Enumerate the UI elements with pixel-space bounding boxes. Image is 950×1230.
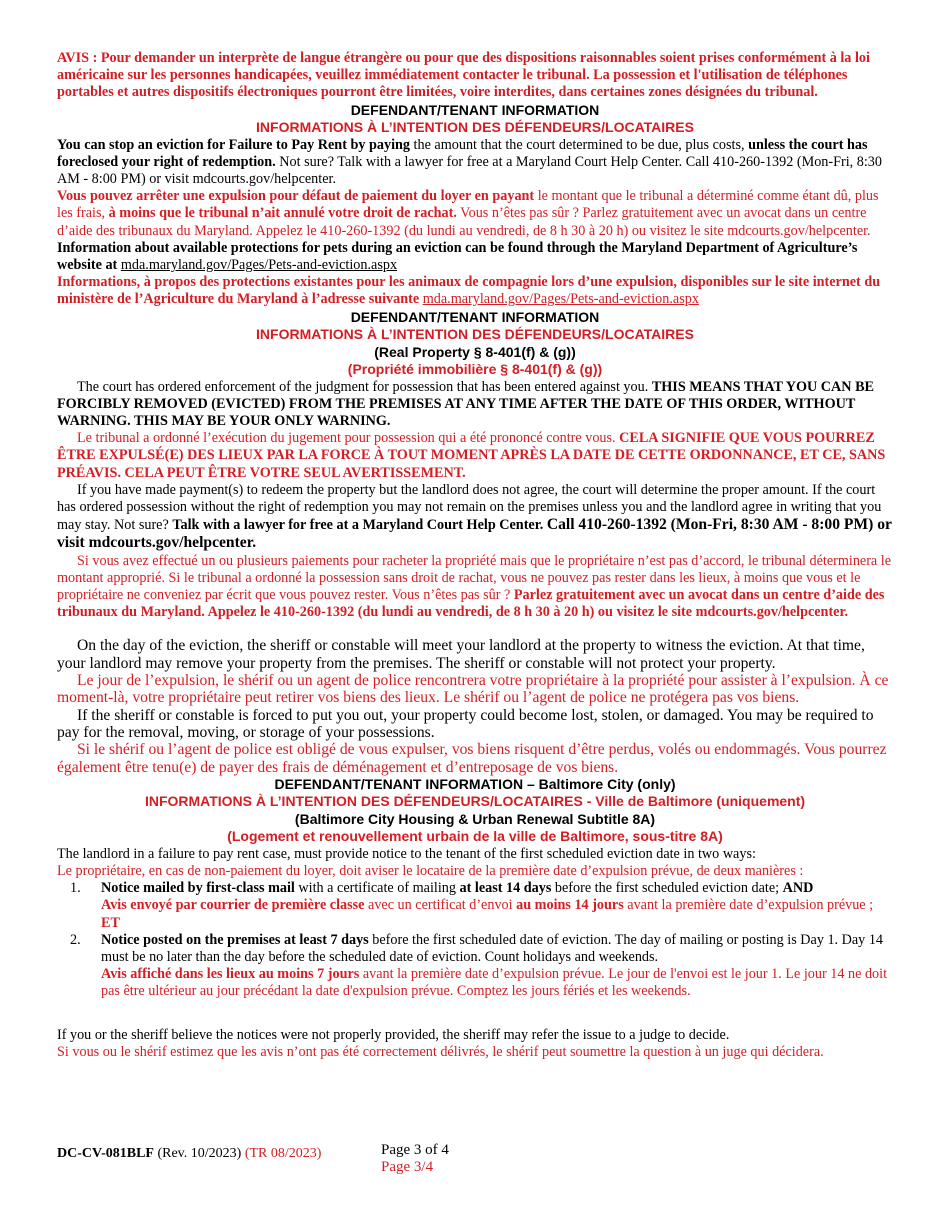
- text: Information about available protections for pets during an eviction can be found through the Maryland Department of Agriculture’s website at: [57, 239, 858, 274]
- item2-fr: [101, 966, 893, 1000]
- text-bold: THIS MEANS THAT YOU CAN BE FORCIBLY REMOVED (EVICTED) FROM THE PREMISES AT ANY TIME AFTER THE DATE OF THIS ORDER, WITHOUT WARNING. THIS MAY BE YOUR ONLY WARNING.: [57, 378, 874, 430]
- list-number: 2.: [70, 931, 81, 948]
- text-bold: AND: [782, 880, 814, 897]
- revision: (Rev. 10/2023): [153, 1146, 245, 1161]
- closing-fr: Si vous ou le shérif estimez que les avis n’ont pas été correctement délivrés, le shérif peut soumettre la question à un juge qui décidera.: [57, 1043, 824, 1060]
- section3-title-fr: INFORMATIONS À L’INTENTION DES DÉFENDEURS/LOCATAIRES - Ville de Baltimore (uniquement): [144, 793, 806, 810]
- section2-title-fr: INFORMATIONS À L’INTENTION DES DÉFENDEURS/LOCATAIRES: [256, 326, 694, 343]
- text: le montant que le tribunal a déterminé comme étant dû, plus les frais,: [57, 188, 879, 222]
- redemption-paragraph-en: [57, 482, 893, 553]
- property-loss-paragraph-en: If the sheriff or constable is forced to put you out, your property could become lost, stolen, or damaged. You may be required to pay for the removal, moving, or storage of your possessions.: [57, 706, 874, 741]
- pets-paragraph-fr: [57, 274, 893, 308]
- redemption-paragraph-fr: [57, 553, 893, 622]
- text: Not sure? Talk with a lawyer for free at a Maryland Court Help Center. Call 410-260-1392 (Mon-Fri, 8:30 AM - 8:00 PM) or visit mdcourts.gov/helpcenter.: [57, 153, 882, 188]
- notice-intro-fr: Le propriétaire, en cas de non-paiement du loyer, doit aviser le locataire de la première date d’expulsion prévue, de deux manières :: [57, 863, 804, 880]
- text-bold: Avis envoyé par courrier de première classe: [101, 897, 365, 914]
- text-bold: Talk with a lawyer for free at a Maryland Court Help Center.: [172, 517, 547, 534]
- list-item: [57, 932, 893, 1001]
- text-bold: at least 14 days: [459, 880, 552, 897]
- text: Si vous avez effectué un ou plusieurs paiements pour racheter la propriété mais que le propriétaire n’est pas d’accord, le tribunal déterminera le montant approprié. Si le tribunal a ordonné la possession sans droit de rachat, vous ne pouvez pas rester dans les lieux, à moins que vous et le propriétaire ne conveniez par écrit que vous pouvez rester. Vous n’êtes pas sûr ?: [57, 552, 892, 604]
- text: with a certificate of mailing: [294, 880, 460, 897]
- text-bold: Parlez gratuitement avec un avocat dans un centre d’aide des tribunaux du Maryland. Appelez le 410-260-1392 (du lundi au vendredi, de 8 h 30 à 20 h) ou visitez le site mdcourts.gov/helpcenter.: [57, 587, 885, 621]
- document-body: [57, 50, 893, 1061]
- text: If you have made payment(s) to redeem the property but the landlord does not agree, the court will determine the proper amount. If the court has ordered possession without the right of redemption you may not remain on the premises unless you and the landlord agree in writing that you may stay. Not sure?: [57, 481, 882, 534]
- property-loss-paragraph-fr: Si le shérif ou l’agent de police est obligé de vous expulser, vos biens risquent d’être perdus, volés ou endommagés. Vous pourrez également être tenu(e) de payer des frais de déménagement et d’entreposage de vos biens.: [57, 741, 887, 776]
- item2-en: [101, 932, 893, 966]
- text-bold: Notice mailed by first-class mail: [101, 880, 295, 897]
- text-bold: à moins que le tribunal n’ait annulé votre droit de rachat.: [108, 205, 457, 222]
- text-bold: Notice posted on the premises at least 7 days: [101, 931, 369, 948]
- text: avec un certificat d’envoi: [364, 897, 517, 914]
- text-bold: CELA SIGNIFIE QUE VOUS POURREZ ÊTRE EXPULSÉ(E) DES LIEUX PAR LA FORCE À TOUT MOMENT APRÈS LA DATE DE CETTE ORDONNANCE, ET CE, SANS PRÉAVIS. CELA PEUT ÊTRE VOTRE SEUL AVERTISSEMENT.: [57, 430, 886, 481]
- notice-methods-list: [57, 880, 893, 1000]
- closing-en: If you or the sheriff believe the notices were not properly provided, the sheriff may refer the issue to a judge to decide.: [57, 1026, 730, 1043]
- text: before the first scheduled date of eviction. The day of mailing or posting is Day 1. Day 14 must be no later than the day before the scheduled date of eviction. Count holidays and weekends.: [101, 931, 884, 966]
- text-bold: Call 410-260-1392 (Mon-Fri, 8:30 AM - 8:00 PM) or visit mdcourts.gov/helpcenter.: [57, 516, 892, 552]
- text: before the first scheduled eviction date;: [551, 880, 783, 897]
- page-number-en: Page 3 of 4: [381, 1142, 449, 1158]
- text-bold: Vous pouvez arrêter une expulsion pour défaut de paiement du loyer en payant: [57, 188, 535, 205]
- spacer: [57, 1001, 893, 1027]
- order-paragraph-en: [57, 379, 893, 431]
- section2-subtitle-en: (Real Property § 8-401(f) & (g)): [374, 343, 576, 360]
- section3-subtitle-en: (Baltimore City Housing & Urban Renewal Subtitle 8A): [294, 810, 656, 827]
- text-bold: unless the court has foreclosed your right of redemption.: [57, 136, 868, 170]
- list-item: [57, 880, 893, 932]
- text: the amount that the court determined to be due, plus costs,: [410, 136, 749, 153]
- notice-intro-en: The landlord in a failure to pay rent case, must provide notice to the tenant of the first scheduled eviction date in two ways:: [57, 845, 756, 862]
- section2-subtitle-fr: (Propriété immobilière § 8-401(f) & (g)): [347, 361, 603, 378]
- text-bold: You can stop an eviction for Failure to Pay Rent by paying: [57, 136, 410, 153]
- text: Vous n’êtes pas sûr ? Parlez gratuitement avec un avocat dans un centre d’aide des tribunaux du Maryland. Appelez le 410-260-1392 (du lundi au vendredi, de 8 h 30 à 20 h) ou visitez le site mdcourts.gov/helpcenter.: [57, 205, 871, 239]
- form-identifier: [57, 1146, 321, 1162]
- pets-link-en[interactable]: mda.maryland.gov/Pages/Pets-and-eviction.aspx: [120, 257, 398, 274]
- section2-title-en: DEFENDANT/TENANT INFORMATION: [350, 308, 600, 325]
- page-number-fr: Page 3/4: [381, 1159, 434, 1175]
- section1-paragraph-fr: [57, 188, 893, 240]
- translation-revision: (TR 08/2023): [244, 1146, 322, 1161]
- text-bold: au moins 14 jours: [516, 897, 624, 914]
- section3-title-en: DEFENDANT/TENANT INFORMATION – Baltimore City (only): [274, 775, 676, 792]
- form-id: DC-CV-081BLF: [57, 1146, 154, 1161]
- text-bold: Avis affiché dans les lieux au moins 7 jours: [101, 966, 360, 983]
- section1-paragraph-en: [57, 137, 893, 189]
- text: Informations, à propos des protections existantes pour les animaux de compagnie lors d’une expulsion, disponibles sur le site internet du ministère de l’Agriculture du Maryland à l’adresse suivante: [57, 274, 881, 308]
- text: Le tribunal a ordonné l’exécution du jugement pour possession qui a été prononcé contre vous.: [77, 430, 620, 447]
- section3-subtitle-fr: (Logement et renouvellement urbain de la ville de Baltimore, sous-titre 8A): [227, 828, 723, 845]
- pets-link-fr[interactable]: mda.maryland.gov/Pages/Pets-and-eviction.aspx: [422, 291, 699, 308]
- pets-paragraph-en: [57, 240, 893, 274]
- text: avant la première date d’expulsion prévue. Le jour de l'envoi est le jour 1. Le jour 14 ne doit pas être ultérieur au jour précédant la date d'expulsion prévue. Comptez les jours fériés et les weekends.: [101, 966, 888, 1000]
- list-number: 1.: [70, 880, 81, 897]
- text: The court has ordered enforcement of the judgment for possession that has been entered against you.: [77, 378, 652, 395]
- eviction-day-paragraph-en: On the day of the eviction, the sheriff or constable will meet your landlord at the property to witness the eviction. At that time, your landlord may remove your property from the premises. The sheriff or constable will not protect your property.: [57, 637, 865, 672]
- item1-fr: [101, 897, 893, 931]
- section1-title-en: DEFENDANT/TENANT INFORMATION: [350, 101, 600, 118]
- notice-paragraph: AVIS : Pour demander un interprète de langue étrangère ou pour que des dispositions raisonnables soient prises conformément à la loi américaine sur les personnes handicapées, veuillez immédiatement contacter le tribunal. La possession et l'utilisation de téléphones portables et autres dispositifs électroniques pourront être limitées, voire interdites, dans certaines zones désignées du tribunal.: [57, 50, 870, 101]
- order-paragraph-fr: [57, 430, 893, 482]
- item1-en: [101, 880, 893, 897]
- section1-title-fr: INFORMATIONS À L’INTENTION DES DÉFENDEURS/LOCATAIRES: [256, 119, 694, 136]
- spacer: [57, 621, 893, 637]
- text-bold: ET: [101, 914, 120, 931]
- text: avant la première date d’expulsion prévue ;: [623, 897, 874, 914]
- page-number: [381, 1142, 449, 1176]
- eviction-day-paragraph-fr: Le jour de l’expulsion, le shérif ou un agent de police rencontrera votre propriétaire à la propriété pour assister à l’expulsion. À ce moment-là, votre propriétaire peut retirer vos biens des lieux. Le shérif ou l’agent de police ne protégera pas vos biens.: [57, 672, 889, 707]
